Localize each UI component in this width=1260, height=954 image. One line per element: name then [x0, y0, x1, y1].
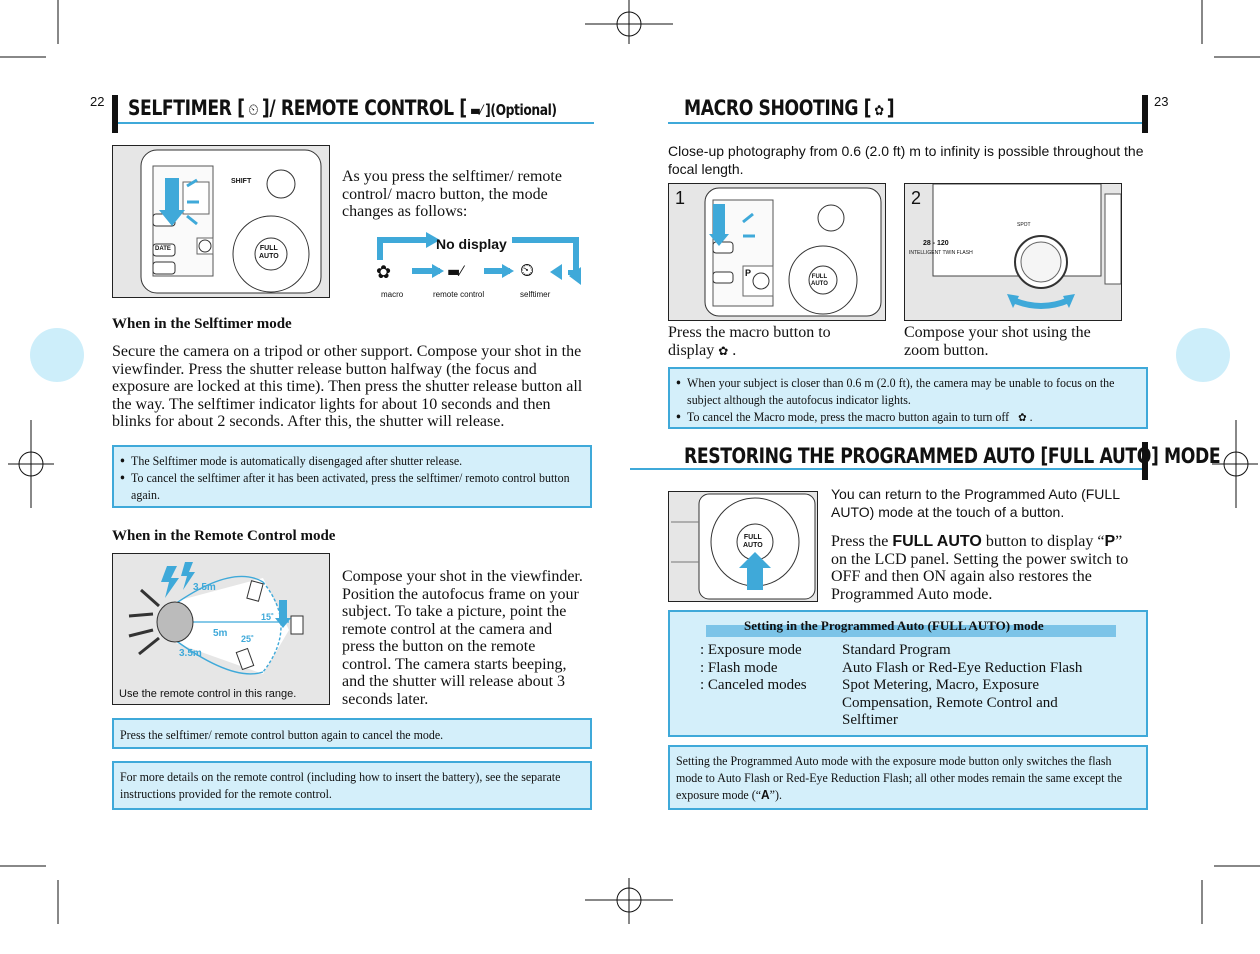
heading-bar-left: [112, 95, 118, 133]
selftimer-intro: As you press the selftimer/ remote control/ macro button, the mode changes as follows:: [342, 168, 562, 220]
macro-icon-heading: ✿: [871, 103, 887, 119]
selftimer-body: Secure the camera on a tripod or other support. Compose your shot in the viewfinder. Press the shutter release button halfway (the focus and exposure are locked at this time). Then press the shutter release button all the way. The selftimer indicator lights for about 10 seconds and then blinks for about 2 seconds. After this, the shutter will release.: [112, 343, 583, 430]
remote-details-note: [112, 761, 592, 810]
range-3-5m-bottom: 3.5m: [179, 648, 202, 659]
selftimer-note: [112, 445, 592, 508]
figure-full-auto-label: FULL AUTO: [743, 534, 763, 549]
step2-caption: Compose your shot using the zoom button.: [904, 324, 1091, 359]
macro-note: [668, 367, 1148, 429]
angle-15: 15˚: [261, 612, 275, 622]
heading-rule-right: [668, 122, 1142, 124]
remote-mode-heading: When in the Remote Control mode: [112, 528, 336, 544]
remote-icon: ▬⁄: [466, 103, 486, 119]
full-auto-figure: [668, 491, 818, 602]
final-note-text: Setting the Programmed Auto mode with the exposure mode button only switches the flash mode to Auto Flash or Red-Eye Reduction Flash; all other modes remain the same except the exposure mode (“A”).: [676, 753, 1123, 802]
macro-note-item: ● To cancel the Macro mode, press the macro button again to turn off ✿ .: [676, 408, 1137, 427]
selftimer-heading: SELFTIMER [ ⏲ ]/ REMOTE CONTROL [ ▬⁄ ](Optional): [128, 96, 557, 120]
heading-rule-left: [118, 122, 594, 124]
range-3-5m-top: 3.5m: [193, 582, 216, 593]
macro-note-item: ● When your subject is closer than 0.6 m (2.0 ft), the camera may be unable to focus on the subject although the autofocus indicator lights.: [676, 374, 1137, 408]
cycle-selftimer-label: selftimer: [520, 290, 551, 299]
step1-number: 1: [675, 188, 686, 208]
step2-number: 2: [911, 188, 922, 208]
settings-row: [700, 677, 1140, 730]
range-5m: 5m: [213, 628, 228, 639]
page-number-left: 22: [90, 94, 105, 109]
decorative-circle-left: [30, 328, 84, 382]
remote-cancel-note: [112, 718, 592, 749]
camera-back-figure: [112, 145, 330, 298]
heading-rule-restore: [630, 468, 1142, 470]
final-note: [668, 745, 1148, 810]
restore-intro: You can return to the Programmed Auto (FULL AUTO) mode at the touch of a button.: [831, 486, 1120, 520]
restore-heading: RESTORING THE PROGRAMMED AUTO [FULL AUTO] MODE: [684, 444, 1221, 468]
zoom-label: 28 - 120: [923, 240, 949, 247]
settings-row: [700, 642, 1140, 660]
step1-full-auto: FULL AUTO: [811, 274, 828, 287]
full-auto-label: FULL AUTO: [259, 245, 279, 260]
remote-range-figure: [112, 553, 330, 705]
macro-step1-figure: [668, 183, 886, 321]
cycle-macro-label: macro: [381, 290, 404, 299]
cycle-no-display: No display: [436, 236, 507, 252]
macro-icon: ✿: [376, 262, 392, 283]
zoom-sub-label: INTELLIGENT TWIN FLASH: [909, 250, 973, 256]
remote-details-note-text: For more details on the remote control (including how to insert the battery), see the separate instructions provided for the remote control.: [120, 769, 561, 801]
page-number-right: 23: [1154, 94, 1169, 109]
selftimer-mode-heading: When in the Selftimer mode: [112, 316, 292, 332]
macro-intro: Close-up photography from 0.6 (2.0 ft) m to infinity is possible throughout the focal length.: [668, 143, 1144, 177]
settings-row-label: : Flash mode: [700, 659, 778, 676]
lcd-p: P: [745, 268, 752, 278]
spot-label: SPOT: [1017, 222, 1031, 228]
settings-row: [700, 660, 1140, 678]
selftimer-icon-cycle: ⏲: [520, 260, 535, 281]
decorative-circle-right: [1176, 328, 1230, 382]
selftimer-icon: ⏲: [244, 100, 262, 119]
selftimer-note-item: ● The Selftimer mode is automatically disengaged after shutter release.: [120, 452, 581, 469]
step1-caption: Press the macro button to display ✿ .: [668, 324, 831, 359]
cycle-remote-label: remote control: [433, 290, 485, 299]
settings-table: [668, 610, 1148, 737]
settings-rows: [700, 642, 1140, 730]
restore-body: Press the FULL AUTO button to display “P” on the LCD panel. Setting the power switch to OFF and then ON again also restores the Programmed Auto mode.: [831, 533, 1129, 603]
settings-row-label: : Exposure mode: [700, 642, 802, 658]
macro-heading: MACRO SHOOTING [ ✿ ]: [684, 96, 895, 120]
heading-bar-right: [1142, 95, 1148, 133]
selftimer-note-item: ● To cancel the selftimer after it has been activated, press the selftimer/ remoto control button again.: [120, 469, 581, 503]
settings-row-value: Auto Flash or Red-Eye Reduction Flash: [842, 659, 1083, 676]
settings-row-value: Spot Metering, Macro, Exposure Compensation, Remote Control and Selftimer: [842, 677, 1058, 728]
macro-step2-figure: [904, 183, 1122, 321]
remote-body: Compose your shot in the viewfinder. Position the autofocus frame on your subject. To take a picture, point the remote control at the camera and press the button on the remote control. The camera starts beeping, and the shutter will release about 3 seconds later.: [342, 568, 583, 708]
settings-row-value: Standard Program: [842, 642, 951, 658]
angle-25: 25˚: [241, 634, 255, 644]
range-caption: Use the remote control in this range.: [119, 688, 297, 700]
shift-label: SHIFT: [231, 178, 252, 185]
settings-row-label: : Canceled modes: [700, 677, 807, 693]
macro-icon-caption: ✿: [718, 343, 729, 358]
remote-cancel-note-text: Press the selftimer/ remote control button again to cancel the mode.: [120, 727, 444, 742]
remote-control-icon: ▬⁄: [447, 264, 463, 280]
date-label: DATE: [155, 246, 171, 252]
macro-icon-note: ✿: [1018, 412, 1027, 424]
settings-title: Setting in the Programmed Auto (FULL AUTO) mode: [744, 618, 1044, 633]
